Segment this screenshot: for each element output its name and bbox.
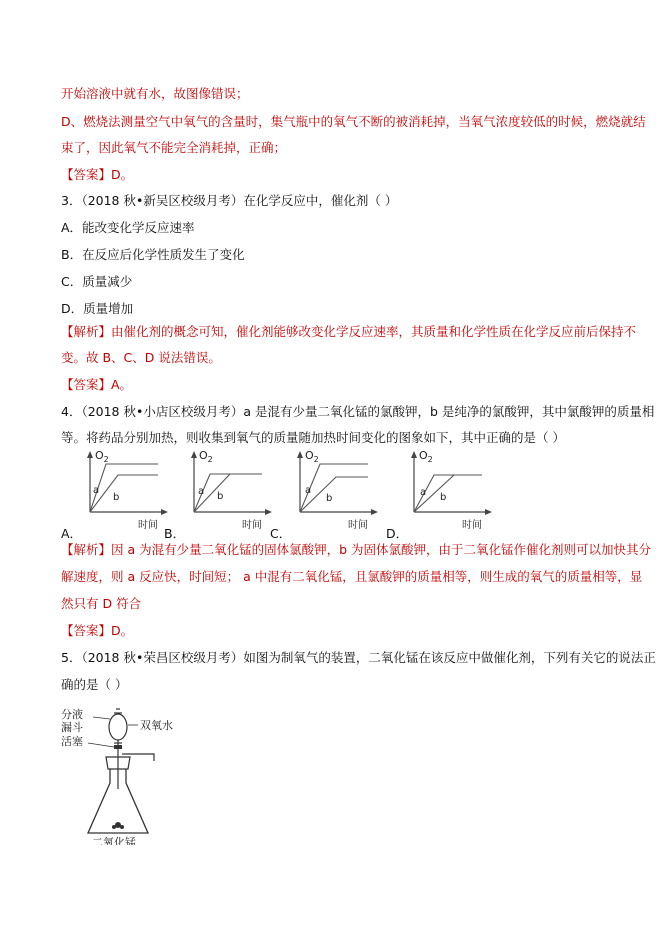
graph-option-b-label: B． — [164, 526, 186, 541]
graph-option-d-label: D． — [386, 526, 409, 541]
curve-label-b: b — [113, 492, 120, 503]
y-axis-label: $O_2$ — [419, 449, 433, 464]
explanation-line: 【解析】由催化剂的概念可知，催化剂能够改变化学反应速率，其质量和化学性质在化学反应前后保持不 — [61, 324, 637, 339]
question-3: 3．（2018 秋•新吴区校级月考）在化学反应中，催化剂（ ） — [61, 193, 398, 208]
graph-option-c — [296, 449, 378, 531]
question-5-cont: 确的是（ ） — [61, 677, 128, 692]
stopcock-label: 活塞 — [61, 735, 83, 748]
option-d: D．质量增加 — [61, 301, 134, 316]
x-axis-label: 时间 — [242, 520, 262, 531]
question-5: 5．（2018 秋•荣昌区校级月考）如图为制氧气的装置，二氧化锰在该反应中做催化剂，下列有关它的说法正 — [61, 650, 656, 665]
x-axis-label: 时间 — [462, 520, 482, 531]
option-b: B．在反应后化学性质发生了变化 — [61, 247, 245, 262]
graph-option-a — [86, 449, 168, 531]
graph-option-a-label: A． — [61, 526, 83, 541]
answer-line: 【答案】D。 — [61, 167, 134, 182]
graph-option-b — [190, 449, 272, 531]
curve-label-a: a — [305, 485, 312, 496]
funnel-label-1: 分液 — [61, 708, 83, 721]
x-axis-label: 时间 — [348, 520, 368, 531]
answer-line: 【答案】A。 — [61, 377, 133, 392]
manganese-dioxide-label: 二氧化锰 — [92, 836, 136, 845]
oxygen-apparatus-diagram — [58, 705, 208, 845]
hydrogen-peroxide-label: 双氧水 — [140, 719, 173, 732]
curve-label-a: a — [93, 485, 100, 496]
question-4-cont: 等。将药品分别加热，则收集到氧气的质量随加热时间变化的图象如下，其中正确的是（ ） — [61, 430, 565, 445]
answer-line: 【答案】D。 — [61, 623, 134, 638]
x-axis-label: 时间 — [138, 520, 158, 531]
funnel-label-2: 漏斗 — [61, 721, 83, 734]
y-axis-label: $O_2$ — [95, 449, 109, 464]
option-a: A．能改变化学反应速率 — [61, 220, 195, 235]
explanation-line: 束了，因此氧气不能完全消耗掉，正确； — [61, 140, 287, 155]
graph-option-c-label: C． — [270, 526, 292, 541]
explanation-line: 然只有 D 符合 — [61, 596, 142, 611]
curve-label-a: a — [198, 486, 205, 497]
curve-label-b: b — [440, 492, 447, 503]
option-c: C．质量减少 — [61, 274, 133, 289]
question-4: 4．（2018 秋•小店区校级月考）a 是混有少量二氧化锰的氯酸钾，b 是纯净的氯酸钾，其中氯酸钾的质量相 — [61, 404, 655, 419]
explanation-line: 解速度，则 a 反应快，时间短； a 中混有二氧化锰，且氯酸钾的质量相等，则生成的氧气的质量相等，显 — [61, 569, 643, 584]
curve-label-a: a — [420, 487, 427, 498]
y-axis-label: $O_2$ — [305, 449, 319, 464]
explanation-line: 开始溶液中就有水，故图像错误； — [61, 86, 249, 101]
explanation-line: 【解析】因 a 为混有少量二氧化锰的固体氯酸钾，b 为固体氯酸钾，由于二氧化锰作催化剂则可以加快其分 — [61, 542, 652, 557]
curve-label-b: b — [217, 491, 224, 502]
explanation-line: D、燃烧法测量空气中氧气的含量时，集气瓶中的氧气不断的被消耗掉，当氧气浓度较低的时候，燃烧就结 — [61, 114, 646, 129]
curve-label-b: b — [326, 493, 333, 504]
y-axis-label: $O_2$ — [199, 449, 213, 464]
graph-option-d — [410, 449, 492, 531]
explanation-line: 变。故 B、C、D 说法错误。 — [61, 350, 221, 365]
